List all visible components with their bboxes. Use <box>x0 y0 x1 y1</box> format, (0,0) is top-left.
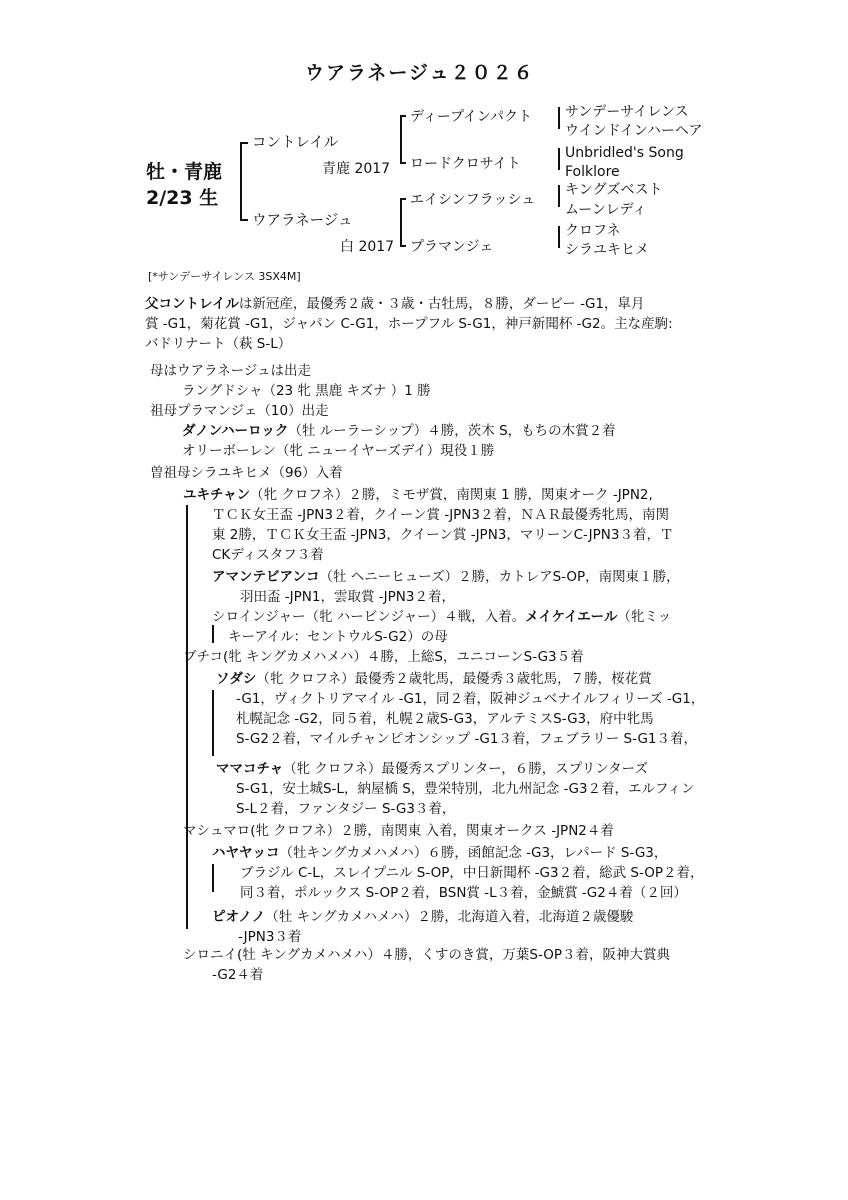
pedigree-sire-color-year: 青鹿 2017 <box>322 161 391 177</box>
family-line: 母はウアラネージュは出走 <box>150 363 312 379</box>
pedigree-bracket-gen1 <box>240 142 242 220</box>
pedigree-g3-2: ウインドインハーヘア <box>565 123 703 139</box>
family-line: ダノンハーロック（牡 ルーラーシップ）４勝，茨木 S，もちの木賞２着 <box>182 423 616 439</box>
family-line: -G2４着 <box>212 967 264 983</box>
pedigree-bracket-g3-2 <box>558 148 560 170</box>
pedigree-g3-3: Unbridled's Song <box>565 145 684 161</box>
family-line: -JPN3３着 <box>238 929 302 945</box>
pedigree-dam-dam: プラマンジェ <box>410 239 494 255</box>
pedigree-bracket-sire-side <box>400 115 402 163</box>
family-line: CKディスタフ３着 <box>212 547 324 563</box>
pedigree-sire: コントレイル <box>252 135 339 151</box>
family-line: S-L２着，ファンタジー S-G3３着， <box>236 801 456 817</box>
sire-text-line-2: 賞 -G1，菊花賞 -G1，ジャパン C-G1，ホープフル S-G1，神戸新聞杯 -G2。主な産駒: <box>145 316 673 332</box>
family-line: シロインジャー（牝 ハービンジャー）４戦，入着。メイケイエール（牝ミッ <box>212 609 672 625</box>
foal-birth-date: 2/23 生 <box>146 187 219 209</box>
inbreeding-note: [*サンデーサイレンス 3SX4M] <box>148 270 301 283</box>
pedigree-sire-dam: ロードクロサイト <box>410 156 521 172</box>
family-line: 同３着，ポルックス S-OP２着，BSN賞 -L３着，金鯱賞 -G2４着（２回） <box>240 885 687 901</box>
family-line: ユキチャン（牝 クロフネ）２勝，ミモザ賞，南関東 1 勝，関東オーク -JPN2, <box>183 487 653 503</box>
family-line: 札幌記念 -G2，同５着，札幌２歳S-G3，アルテミスS-G3，府中牝馬 <box>236 711 654 727</box>
family-line: 東 2勝，ＴＣＫ女王盃 -JPN3，クイーン賞 -JPN3，マリーンC-JPN3３着，Ｔ <box>212 527 674 543</box>
family-line: ＴＣＫ女王盃 -JPN3２着，クイーン賞 -JPN3２着，ＮＡＲ最優秀牝馬，南関 <box>212 507 669 523</box>
sire-text-name: 父コントレイル <box>145 296 239 312</box>
family-line: シロニイ(牡 キングカメハメハ）４勝，くすのき賞，万葉S-OP３着，阪神大賞典 <box>183 947 670 963</box>
pedigree-sire-sire: ディープインパクト <box>410 109 532 125</box>
family-line: 曽祖母シラユキヒメ（96）入着 <box>150 465 343 481</box>
family-line: オリーボーレン（牝 ニューイヤーズデイ）現役１勝 <box>182 443 495 459</box>
pedigree-g3-6: ムーンレディ <box>565 202 647 218</box>
family-line: ピオノノ（牡 キングカメハメハ）２勝，北海道入着，北海道２歳優駿 <box>212 909 634 925</box>
page-title: ウアラネージュ２０２６ <box>305 62 535 84</box>
pedigree-bracket-g3-1 <box>558 107 560 129</box>
pedigree-g3-8: シラユキヒメ <box>565 242 649 258</box>
family-line: マシュマロ(牝 クロフネ）２勝，南関東 入着，関東オークス -JPN2４着 <box>183 823 614 839</box>
pedigree-g3-4: Folklore <box>565 164 620 180</box>
family-line: 祖母プラマンジェ（10）出走 <box>150 403 329 419</box>
pedigree-bracket-dam-side-bottom <box>400 245 406 247</box>
pedigree-bracket-sire-side-top <box>400 115 406 117</box>
family-line: キーアイル：セントウルS-G2）の母 <box>228 629 448 645</box>
pedigree-dam: ウアラネージュ <box>252 213 353 229</box>
pedigree-dam-color-year: 白 2017 <box>340 239 395 255</box>
pedigree-bracket-dam-side <box>400 198 402 246</box>
sire-text-line-1: 父コントレイルは新冠産，最優秀２歳・３歳・古牡馬，８勝，ダービー -G1，皐月 <box>145 296 645 312</box>
family-bracket-line <box>212 690 214 756</box>
family-line: ラングドシャ（23 牝 黒鹿 キズナ ）1 勝 <box>182 383 431 399</box>
family-line: ママコチャ（牝 クロフネ）最優秀スプリンター，６勝，スプリンターズ <box>216 761 648 777</box>
family-line: S-G2２着，マイルチャンピオンシップ -G1３着，フェブラリー S-G1３着， <box>236 731 698 747</box>
family-line: ハヤヤッコ（牡キングカメハメハ）６勝，函館記念 -G3，レパード S-G3， <box>212 845 668 861</box>
family-line: アマンテビアンコ（牡 ヘニーヒューズ）２勝，カトレアS-OP，南関東１勝， <box>212 569 680 585</box>
pedigree-dam-sire: エイシンフラッシュ <box>410 192 536 208</box>
pedigree-bracket-dam-side-top <box>400 198 406 200</box>
family-bracket-line <box>212 625 214 643</box>
family-bracket-line <box>186 505 188 929</box>
family-line: 羽田盃 -JPN1，雲取賞 -JPN3２着， <box>240 589 455 605</box>
foal-sex-color: 牡・青鹿 <box>146 161 223 183</box>
pedigree-g3-7: クロフネ <box>565 223 621 239</box>
family-line: ブチコ(牝 キングカメハメハ）４勝，上総S，ユニコーンS-G3５着 <box>183 649 584 665</box>
pedigree-bracket-g3-4 <box>558 226 560 248</box>
pedigree-g3-5: キングズベスト <box>565 182 663 198</box>
family-line: -G1，ヴィクトリアマイル -G1，同２着，阪神ジュベナイルフィリーズ -G1， <box>236 691 705 707</box>
pedigree-bracket-sire-side-bottom <box>400 162 406 164</box>
pedigree-g3-1: サンデーサイレンス <box>565 104 689 120</box>
family-bracket-line <box>212 864 214 892</box>
pedigree-bracket-gen1-top <box>240 142 248 144</box>
pedigree-bracket-g3-3 <box>558 185 560 207</box>
pedigree-bracket-gen1-bottom <box>240 219 248 221</box>
family-line: ブラジル C-L，スレイプニル S-OP，中日新聞杯 -G3２着，総武 S-OP２着， <box>240 865 704 881</box>
family-line: ソダシ（牝 クロフネ）最優秀２歳牝馬，最優秀３歳牝馬，７勝，桜花賞 <box>216 671 652 687</box>
family-line: S-G1，安土城S-L，納屋橋 S，豊栄特別，北九州記念 -G3２着，エルフィン <box>236 781 695 797</box>
sire-text-line-3: バドリナート（萩 S-L） <box>145 336 292 352</box>
